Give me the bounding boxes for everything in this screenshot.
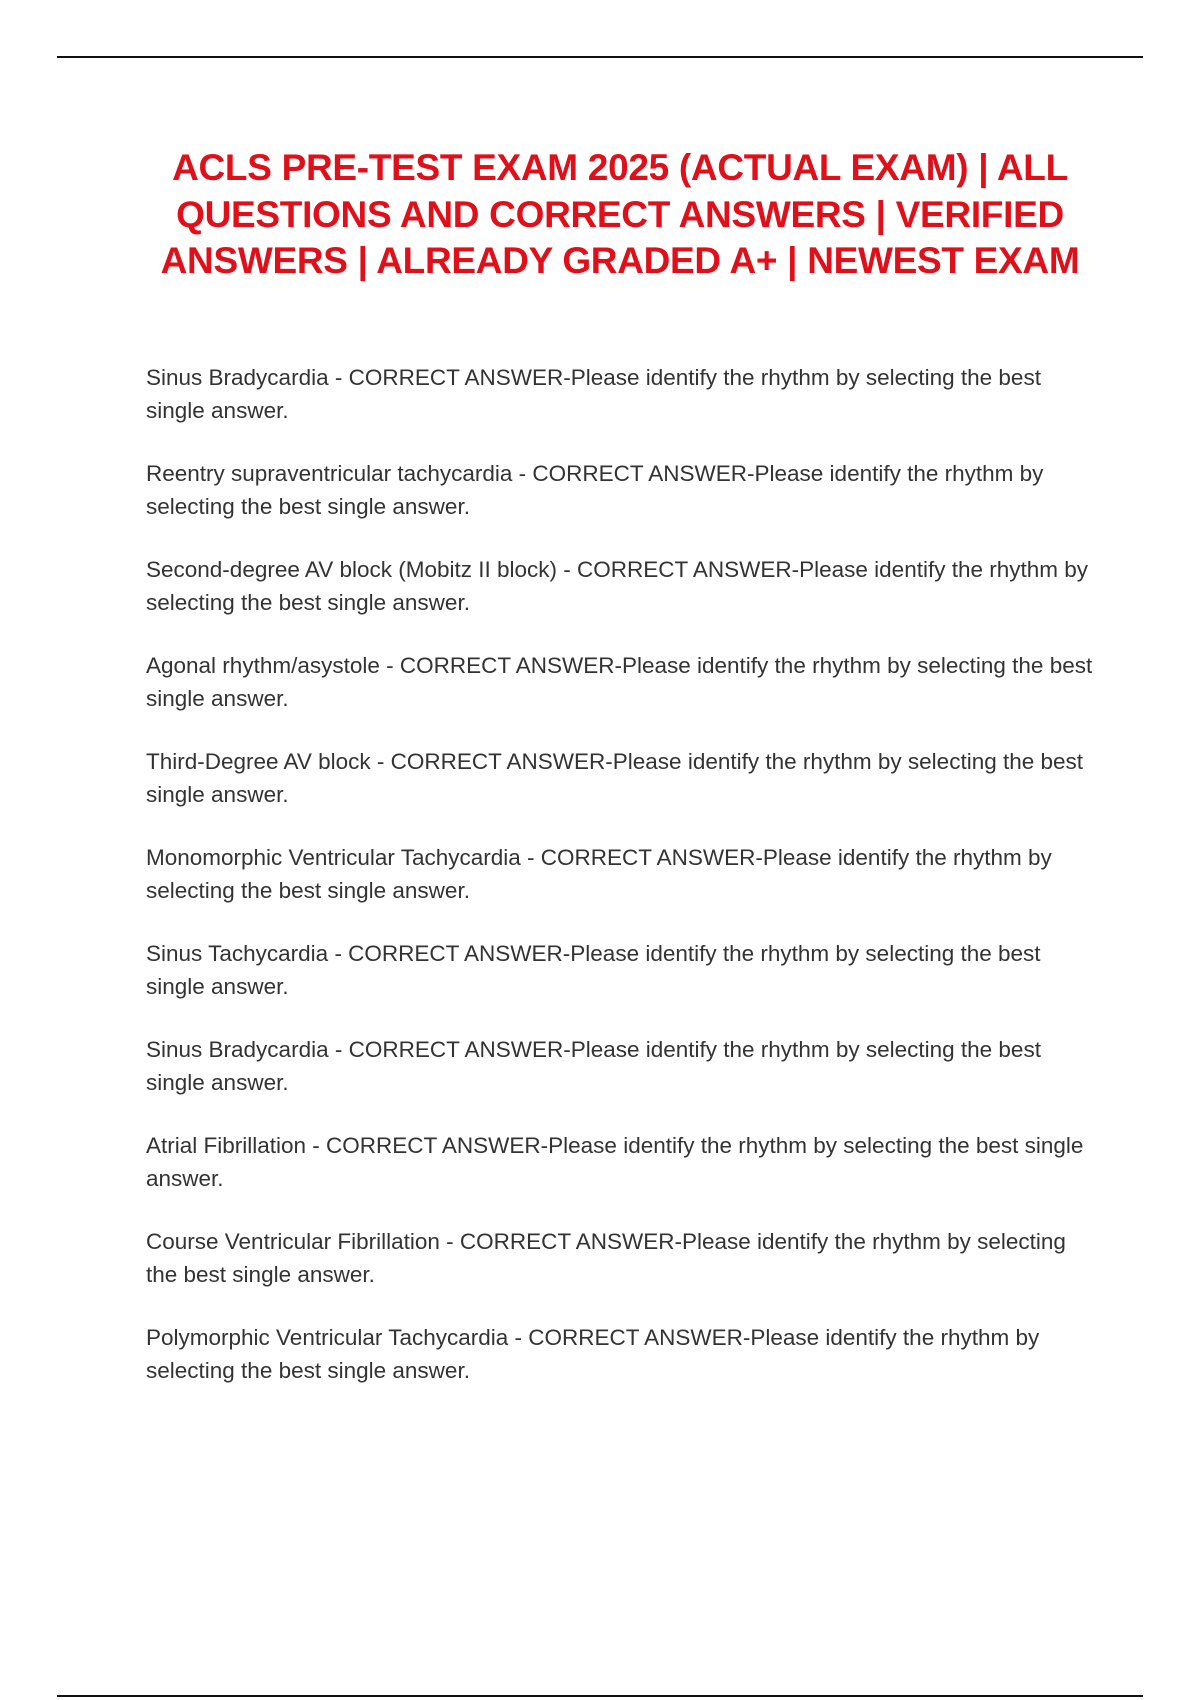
qa-item: Reentry supraventricular tachycardia - CORRECT ANSWER-Please identify the rhythm by selecting the best single answer.: [146, 461, 1044, 519]
qa-item: Sinus Tachycardia - CORRECT ANSWER-Please identify the rhythm by selecting the best single answer.: [146, 941, 1041, 999]
document-title: ACLS PRE-TEST EXAM 2025 (ACTUAL EXAM) | ALL QUESTIONS AND CORRECT ANSWERS | VERIFIED ANSWERS | ALREADY GRADED A+ | NEWEST EXAM: [160, 147, 1080, 281]
qa-item: Second-degree AV block (Mobitz II block) - CORRECT ANSWER-Please identify the rhythm by selecting the best single answer.: [146, 557, 1089, 615]
header-rule: [57, 56, 1143, 58]
qa-item: Monomorphic Ventricular Tachycardia - CORRECT ANSWER-Please identify the rhythm by selecting the best single answer.: [146, 845, 1052, 903]
qa-item: Course Ventricular Fibrillation - CORRECT ANSWER-Please identify the rhythm by selecting the best single answer.: [146, 1229, 1066, 1287]
qa-item: Agonal rhythm/asystole - CORRECT ANSWER-Please identify the rhythm by selecting the best single answer.: [146, 653, 1093, 711]
qa-item: Sinus Bradycardia - CORRECT ANSWER-Please identify the rhythm by selecting the best single answer.: [146, 365, 1041, 423]
footer-rule: [57, 1695, 1143, 1697]
qa-item: Third-Degree AV block - CORRECT ANSWER-Please identify the rhythm by selecting the best single answer.: [146, 749, 1084, 807]
qa-item: Polymorphic Ventricular Tachycardia - CORRECT ANSWER-Please identify the rhythm by selecting the best single answer.: [146, 1325, 1040, 1383]
qa-list: [146, 362, 1096, 1418]
qa-item: Sinus Bradycardia - CORRECT ANSWER-Please identify the rhythm by selecting the best single answer.: [146, 1037, 1041, 1095]
qa-item: Atrial Fibrillation - CORRECT ANSWER-Please identify the rhythm by selecting the best single answer.: [146, 1133, 1084, 1191]
